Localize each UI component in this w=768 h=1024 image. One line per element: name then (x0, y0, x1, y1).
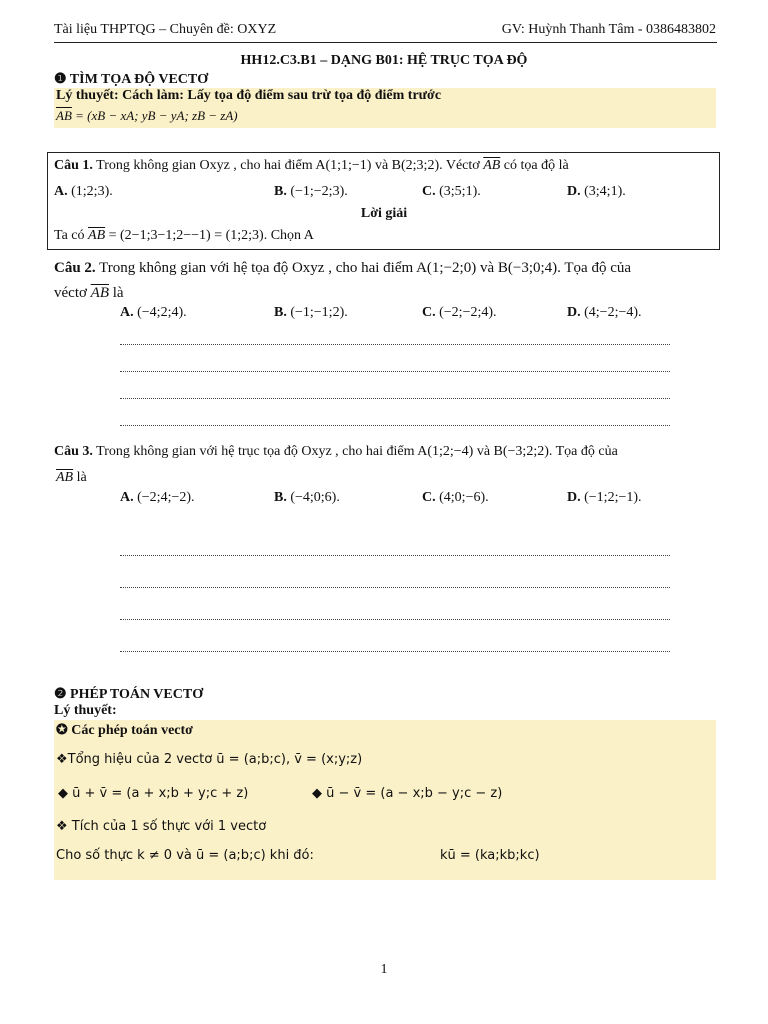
question3-option-c[interactable]: C. (4;0;−6). (422, 490, 489, 505)
answer-line[interactable] (120, 398, 670, 399)
question1-tail: có tọa độ là (500, 158, 569, 173)
formula-rhs: = (xB − xA; yB − yA; zB − zA) (71, 108, 238, 123)
question1-option-b[interactable]: B. (−1;−2;3). (274, 184, 348, 199)
section2-sum: ◆ ū + v̄ = (a + x;b + y;c + z) (58, 786, 249, 801)
answer-line[interactable] (120, 651, 670, 652)
section2-line2: ❖ Tích của 1 số thực với 1 vectơ (56, 819, 267, 834)
question1-vector: $\overline{AB}$ (483, 158, 501, 173)
question1-option-a[interactable]: A. (1;2;3). (54, 184, 113, 199)
page-title: HH12.C3.B1 – DẠNG B01: HỆ TRỤC TỌA ĐỘ (240, 53, 528, 68)
question1-solution-heading: Lời giải (360, 206, 408, 221)
question2-line2: véctơ $\overline{AB}$ là (54, 285, 124, 301)
section2-line1: ❖Tổng hiệu của 2 vectơ ū = (a;b;c), v̄ = (x;y;z) (56, 752, 363, 767)
section1-theory: Lý thuyết: Cách làm: Lấy tọa độ điểm sau trừ tọa độ điểm trước (56, 88, 442, 103)
question2-body: Trong không gian với hệ tọa độ Oxyz , cho hai điểm A(1;−2;0) và B(−3;0;4). Tọa độ của (95, 260, 632, 276)
question3-option-d[interactable]: D. (−1;2;−1). (567, 490, 642, 505)
section2-line3: Cho số thực k ≠ 0 và ū = (a;b;c) khi đó: (56, 848, 314, 863)
question2-option-d[interactable]: D. (4;−2;−4). (567, 305, 642, 320)
section2-heading: ❷ PHÉP TOÁN VECTƠ (54, 687, 204, 702)
answer-line[interactable] (120, 425, 670, 426)
formula-vector-ab: $\overline{AB}$ (56, 108, 72, 123)
question2-label: Câu 2. (54, 260, 96, 276)
question1-option-d[interactable]: D. (3;4;1). (567, 184, 626, 199)
answer-line[interactable] (120, 587, 670, 588)
header-left: Tài liệu THPTQG – Chuyên đề: OXYZ (54, 22, 277, 37)
answer-line[interactable] (120, 619, 670, 620)
question2-text (54, 260, 631, 277)
question3-vector: $\overline{AB}$ (56, 470, 74, 485)
question3-option-b[interactable]: B. (−4;0;6). (274, 490, 340, 505)
section1-heading: ❶ TÌM TỌA ĐỘ VECTƠ (54, 72, 209, 87)
question2-vector: $\overline{AB}$ (90, 285, 109, 301)
section2-subheading: ✪ Các phép toán vectơ (56, 723, 193, 738)
question3-line2: $\overline{AB}$ là (56, 470, 87, 485)
question2-option-c[interactable]: C. (−2;−2;4). (422, 305, 497, 320)
question3-text (54, 444, 618, 460)
question1-option-c[interactable]: C. (3;5;1). (422, 184, 481, 199)
question2-option-b[interactable]: B. (−1;−1;2). (274, 305, 348, 320)
section2-line3-formula: kū = (ka;kb;kc) (440, 848, 540, 863)
question1-body: Trong không gian Oxyz , cho hai điểm A(1;1;−1) và B(2;3;2). Véctơ (92, 158, 484, 173)
answer-line[interactable] (120, 555, 670, 556)
question1-label: Câu 1. (54, 158, 93, 173)
page-number: 1 (380, 962, 388, 977)
section2-theory-label: Lý thuyết: (54, 703, 117, 718)
header-right: GV: Huỳnh Thanh Tâm - 0386483802 (501, 22, 716, 37)
question2-option-a[interactable]: A. (−4;2;4). (120, 305, 187, 320)
header-divider (54, 42, 717, 43)
question1-solution: Ta có $\overline{AB}$ = (2−1;3−1;2−−1) = (1;2;3). Chọn A (54, 228, 314, 243)
question3-body: Trong không gian với hệ trục tọa độ Oxyz , cho hai điểm A(1;2;−4) và B(−3;2;2). Tọa độ của (92, 444, 618, 459)
question3-option-a[interactable]: A. (−2;4;−2). (120, 490, 195, 505)
solution-vector: $\overline{AB}$ (88, 228, 106, 243)
section1-formula (56, 108, 238, 124)
question1-text (54, 158, 569, 174)
question3-label: Câu 3. (54, 444, 93, 459)
section2-diff: ◆ ū − v̄ = (a − x;b − y;c − z) (312, 786, 503, 801)
answer-line[interactable] (120, 344, 670, 345)
answer-line[interactable] (120, 371, 670, 372)
